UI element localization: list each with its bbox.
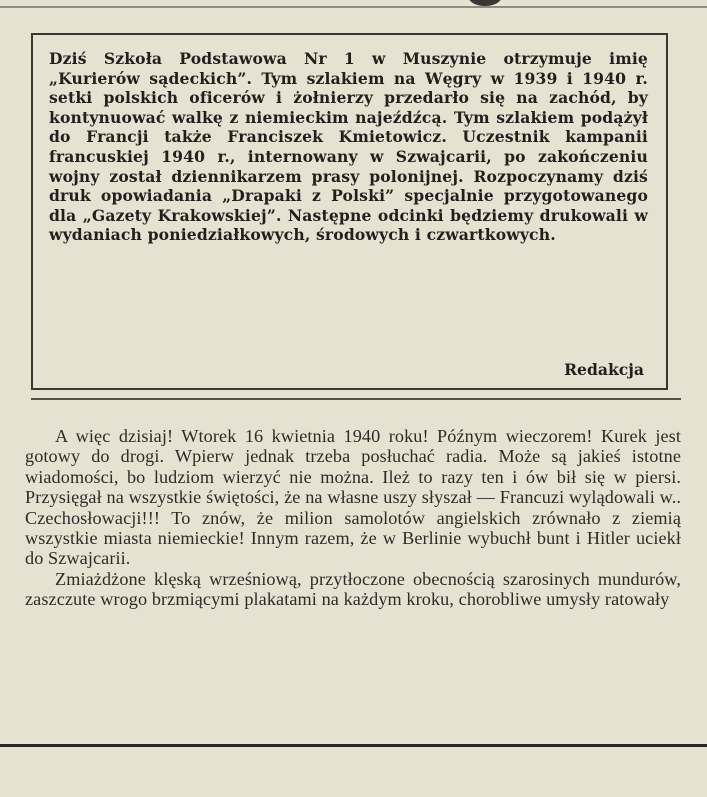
story-paragraph-2: Zmiażdżone klęską wrześniową, przytłoczone obecnością szarosinych mundurów, zaszczute wrogo brzmiącymi plakatami na każdym kroku, chorobliwe umysły ratowały xyxy=(25,568,681,610)
editorial-note-text: Dziś Szkoła Podstawowa Nr 1 w Muszynie otrzymuje imię „Kurierów sądeckich”. Tym szlakiem na Węgry w 1939 i 1940 r. setki polskich oficerów i żołnierzy przedarło się na zachód, by kontynuować walkę z niemieckim najeźdźcą. Tym szlakiem podążył do Francji także Franciszek Kmietowicz. Uczestnik kampanii francuskiej 1940 r., internowany w Szwajcarii, po zakończeniu wojny został dziennikarzem prasy polonijnej. Rozpoczynamy dziś druk opowiadania „Drapaki z Polski” specjalnie przygotowanego dla „Gazety Krakowskiej”. Następne odcinki będziemy drukowali w wydaniach poniedziałkowych, środowych i czwartkowych. xyxy=(49,49,648,245)
editorial-note-box xyxy=(31,33,668,390)
story-paragraph-1: A więc dzisiaj! Wtorek 16 kwietnia 1940 roku! Późnym wieczorem! Kurek jest gotowy do drogi. Wpierw jednak trzeba posłuchać radia. Może są jakieś istotne wiadomości, bo ludziom wierzyć nie można. Ileż to razy ten i ów bił się w piersi. Przysięgał na wszystkie świętości, że na własne uszy słyszał — Francuzi wylądowali w.. Czechosłowacji!!! To znów, że milion samolotów angielskich zrównało z ziemią wszystkie miasta niemieckie! Innym razem, że w Berlinie wybuchł bunt i Hitler uciekł do Szwajcarii. xyxy=(25,426,681,569)
story-body xyxy=(25,426,681,610)
top-divider xyxy=(0,6,707,8)
bottom-divider xyxy=(0,744,707,747)
box-bottom-divider xyxy=(31,398,681,400)
editorial-signature: Redakcja xyxy=(564,360,644,379)
